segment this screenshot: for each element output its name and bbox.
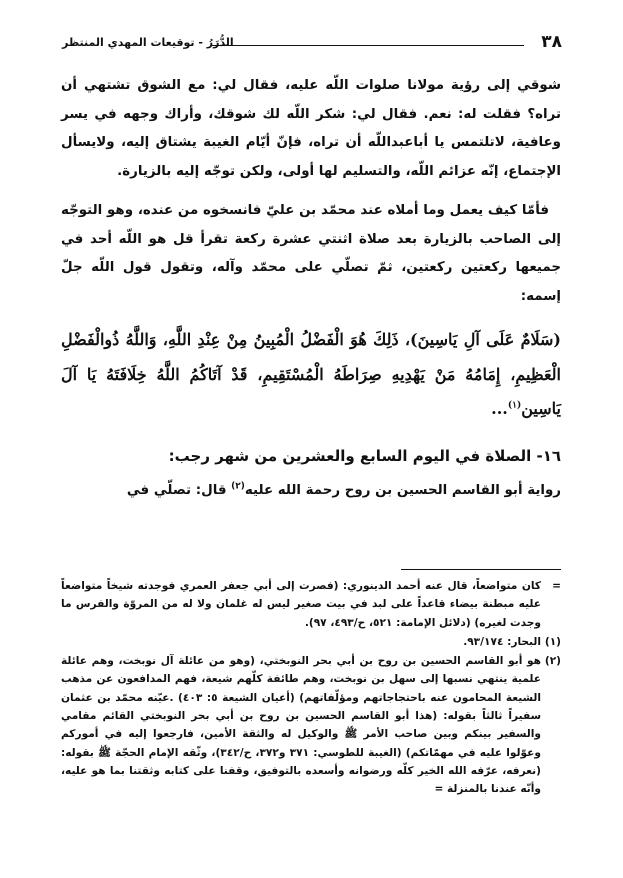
footnote-text: هو أبو القاسم الحسين بن روح بن أبي بحر النوبختي، (وهو من عائلة آل نوبخت، وهم عائلة علمية ينتهي نسبها إلى سهل بن نوبخت، وهم طائفة كلّهم شيعة، فهم المدافعون عن مذهب الشيعة المحامون عنه باحتجاجاتهم ومؤلّفاتهم) (أعيان الشيعة ٥: ٤٠٣) .عيّنه محمّد بن عثمان سفيراً ثالثاً بقوله: (هذا أبو القاسم الحسين بن روح بن أبي بحر النوبختي القائم مقامي والسفير بينكم وبين صاحب الأمر ﷺ والوكيل له والثقة الأمين، فارجعوا إليه في أموركم وعوّلوا عليه في مهمّاتكم) (الغيبة للطوسي: ٣٧١ و٣٧٢، ح/٣٤٢)، وثّقه الإمام الحجّة ﷺ بقوله: (نعرفه، عرّفه الله الخير كلّه ورضوانه وأسعده بالتوفيق، وقفنا على كتابه وثقتنا بما هو عليه، وأنّه عندنا بالمنزلة =: [61, 655, 541, 796]
running-title: الدُّرَرُ - توقيعات المهدي المنتظر: [62, 36, 234, 49]
footnote-1: [61, 633, 561, 651]
footnote-ref-2[interactable]: (٢): [231, 481, 245, 492]
quote-ellipsis: ...: [491, 399, 508, 418]
footnote-2: [61, 652, 561, 798]
footnote-text: كان متواضعاً، قال عنه أحمد الدينوري: (فصرت إلى أبي جعفر العمري فوجدته شيخاً متواضعاً عليه مبطنة بيضاء قاعداً على لبد في بيت صغير ليس له غلمان ولا له من المروّة والفرس ما وجدت لغيره) (دلائل الإمامة: ٥٢١، ح/٤٩٣، ٩٧).: [61, 580, 541, 629]
footnote-marker: (١): [544, 635, 561, 648]
footnotes: [61, 577, 561, 800]
paragraph-2: [61, 197, 561, 311]
paragraph-3-start: رواية أبو القاسم الحسين بن روح رحمة الله عليه: [244, 482, 561, 498]
footnote-marker: (٢): [544, 655, 561, 668]
header-rule: [212, 45, 524, 46]
paragraph-1: شوقي إلى رؤية مولانا صلوات اللّه عليه، فقال لي: مع الشوق تشتهي أن تراه؟ فقلت له: نعم. فقال لي: شكر اللّه لك شوقك، وأراك وجهه في يسر وعافية، لاتلتمس يا أباعبداللّه أن تراه، فإنّ أيّام الغيبة يشتاق إليه، ولايسأل الإجتماع، إنّه عزائم اللّه، والتسليم لها أولى، ولكن توجّه إليه بالزيارة.: [61, 78, 561, 179]
supplication-quote: [61, 323, 561, 427]
footnote-continued: [61, 577, 561, 632]
page-number: ٣٨: [541, 32, 562, 52]
footnote-text: البحار: ٩٣/١٧٤.: [463, 635, 541, 648]
page-header: [62, 34, 562, 54]
footnote-ref-1[interactable]: (١): [507, 400, 522, 411]
footnote-separator: [401, 569, 561, 570]
footnote-marker: =: [552, 580, 561, 592]
paragraph-3: [61, 477, 561, 505]
quote-text: (سَلَامٌ عَلَى آلِ يَاسِينَ)، ذَلِكَ هُوَ الْفَضْلُ الْمُبِينُ مِنْ عِنْدِ اللَّهِ، وَاللَّهُ ذُوالْفَضْلِ الْعَظِيمِ، إِمَامُهُ مَنْ يَهْدِيهِ صِرَاطَهُ الْمُسْتَقِيمِ، قَدْ آتَاكُمُ اللَّهُ خِلَافَتَهُ يَا آلَ يَاسِين: [61, 330, 561, 418]
paragraph-3-end: قال: تصلّي في: [126, 482, 232, 498]
paragraph-2-rest: وهو التوجّه إلى الصاحب بالزيارة بعد صلاة اثنتي عشرة ركعة تقرأ قل هو اللّه أحد في جميعها ركعتين ركعتين، ثمّ تصلّي على محمّد وآله، وتقول قول اللّه جلّ إسمه:: [61, 203, 561, 304]
main-text: [61, 72, 561, 505]
section-heading: ١٦- الصلاة في اليوم السابع والعشرين من شهر رجب:: [168, 446, 561, 465]
paragraph-2-line-1: فأمّا كيف يعمل وما أملاه عند محمّد بن عليّ فانسخوه من عنده،: [137, 203, 550, 218]
